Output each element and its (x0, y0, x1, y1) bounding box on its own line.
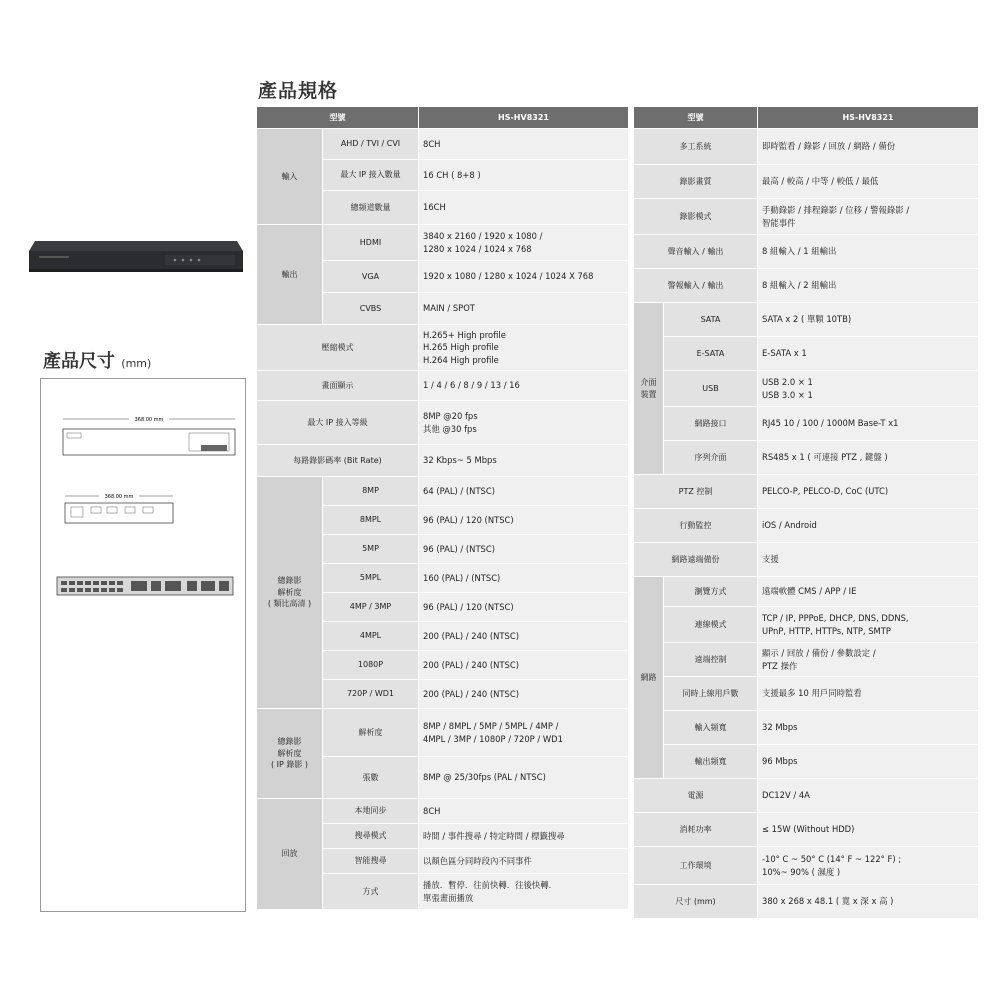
dimension-unit: (mm) (121, 357, 152, 370)
row-value: 32 Mbps (758, 711, 979, 745)
row-value (419, 401, 629, 445)
group-rec-res (257, 477, 323, 709)
group-line: 裝置 (640, 389, 657, 399)
model-header: 型號 (634, 107, 758, 129)
row-label: 張數 (323, 757, 419, 799)
row-label: 8MP (323, 477, 419, 506)
value-line: PTZ 操作 (762, 660, 798, 671)
row-label: PTZ 控制 (634, 475, 758, 509)
row-label: 4MPL (323, 622, 419, 651)
spec-table-right (633, 106, 979, 919)
row-label: 1080P (323, 651, 419, 680)
product-image (25, 235, 245, 275)
row-label: 消耗功率 (634, 813, 758, 847)
row-value: 160 (PAL) / (NTSC) (419, 564, 629, 593)
row-value: 即時監看 / 錄影 / 回放 / 網路 / 備份 (758, 129, 979, 165)
row-value: 64 (PAL) / (NTSC) (419, 477, 629, 506)
value-line: 顯示 / 回放 / 備份 / 參數設定 / (762, 648, 876, 659)
row-value: 200 (PAL) / 240 (NTSC) (419, 622, 629, 651)
dimension-diagram-box (40, 378, 246, 912)
row-label: 錄影模式 (634, 199, 758, 235)
row-value: E-SATA x 1 (758, 337, 979, 371)
row-label: 畫面顯示 (257, 371, 419, 401)
group-line: 總錄影 (277, 576, 302, 586)
row-value (758, 199, 979, 235)
group-playback: 回放 (257, 799, 323, 910)
value-line: H.265 High profile (423, 342, 499, 353)
value-line: 播放．暫停．往前快轉．往後快轉． (423, 880, 557, 891)
row-value: 8CH (419, 129, 629, 160)
row-value: RS485 x 1 ( 可連接 PTZ , 鍵盤 ) (758, 441, 979, 475)
row-label: 瀏覽方式 (664, 577, 758, 607)
group-line: 總錄影 (277, 737, 302, 747)
row-label: AHD / TVI / CVI (323, 129, 419, 160)
top-width-label: 368.00 mm (104, 494, 134, 500)
row-value (758, 371, 979, 407)
row-value: SATA x 2 ( 單顆 10TB) (758, 303, 979, 337)
row-label: 警報輸入 / 輸出 (634, 269, 758, 303)
row-value (758, 607, 979, 643)
row-label: 最大 IP 接入數量 (323, 160, 419, 191)
row-value: 時間 / 事件搜尋 / 特定時間 / 標籤搜尋 (419, 824, 629, 849)
row-value: 96 (PAL) / 120 (NTSC) (419, 593, 629, 622)
row-label: 8MPL (323, 506, 419, 535)
value-line: USB 3.0 × 1 (762, 389, 813, 400)
row-label: 行動監控 (634, 509, 758, 543)
row-label: 錄影畫質 (634, 165, 758, 199)
value-line: 3840 x 2160 / 1920 x 1080 / (423, 231, 543, 242)
row-value (419, 225, 629, 261)
row-value: 8MP @ 25/30fps (PAL / NTSC) (419, 757, 629, 799)
row-value: 380 x 268 x 48.1 ( 寬 x 深 x 高 ) (758, 885, 979, 919)
row-value: 遠端軟體 CMS / APP / IE (758, 577, 979, 607)
row-value: ≤ 15W (Without HDD) (758, 813, 979, 847)
row-value: 200 (PAL) / 240 (NTSC) (419, 680, 629, 709)
row-value: 96 (PAL) / 120 (NTSC) (419, 506, 629, 535)
row-value: PELCO-P, PELCO-D, CoC (UTC) (758, 475, 979, 509)
row-value: iOS / Android (758, 509, 979, 543)
group-input: 輸入 (257, 129, 323, 225)
row-label: 最大 IP 接入等級 (257, 401, 419, 445)
value-line: -10° C ~ 50° C (14° F ~ 122° F) ; (762, 854, 902, 865)
value-line: 單張畫面播放 (423, 892, 474, 903)
row-label: USB (664, 371, 758, 407)
value-line: H.264 High profile (423, 354, 499, 365)
value-line: 8MP @20 fps (423, 411, 478, 422)
row-label: 聲音輸入 / 輸出 (634, 235, 758, 269)
group-network: 網路 (634, 577, 664, 779)
row-value: 16 CH ( 8+8 ) (419, 160, 629, 191)
row-label: 尺寸 (mm) (634, 885, 758, 919)
row-label: VGA (323, 261, 419, 293)
group-line: ( IP 錄影 ) (270, 760, 309, 770)
value-line: 4MPL / 3MP / 1080P / 720P / WD1 (423, 733, 563, 744)
value-line: 1280 x 1024 / 1024 x 768 (423, 243, 532, 254)
row-label: 本地同步 (323, 799, 419, 824)
row-value: 1 / 4 / 6 / 8 / 9 / 13 / 16 (419, 371, 629, 401)
row-value: 以顏色區分同時段內不同事件 (419, 849, 629, 874)
row-value: 1920 x 1080 / 1280 x 1024 / 1024 X 768 (419, 261, 629, 293)
row-label: 720P / WD1 (323, 680, 419, 709)
row-label: CVBS (323, 293, 419, 325)
model-value-header: HS-HV8321 (758, 107, 979, 129)
group-ip-rec (257, 709, 323, 799)
row-value (758, 643, 979, 677)
row-label: 電源 (634, 779, 758, 813)
row-value: DC12V / 4A (758, 779, 979, 813)
value-line: 智能事件 (762, 217, 796, 228)
row-value: 8 組輸入 / 1 組輸出 (758, 235, 979, 269)
row-value: 16CH (419, 191, 629, 225)
row-label: 解析度 (323, 709, 419, 757)
group-output: 輸出 (257, 225, 323, 325)
row-label: 搜尋模式 (323, 824, 419, 849)
front-width-label: 368.00 mm (134, 417, 164, 423)
row-label: 序列介面 (664, 441, 758, 475)
row-value: 支援最多 10 用戶同時監看 (758, 677, 979, 711)
row-label: 網路接口 (664, 407, 758, 441)
value-line: 其他 @30 fps (423, 423, 477, 434)
row-label: 方式 (323, 874, 419, 910)
value-line: USB 2.0 × 1 (762, 377, 813, 388)
row-label: 遠端控制 (664, 643, 758, 677)
row-label: 工作環境 (634, 847, 758, 885)
row-label: 多工系統 (634, 129, 758, 165)
row-label: 智能搜尋 (323, 849, 419, 874)
group-line: ( 類比高清 ) (267, 599, 312, 609)
dimension-title-text: 產品尺寸 (43, 351, 115, 372)
row-value: RJ45 10 / 100 / 1000M Base-T x1 (758, 407, 979, 441)
row-label: 連線模式 (664, 607, 758, 643)
row-value (758, 847, 979, 885)
group-interface (634, 303, 664, 475)
row-label: 4MP / 3MP (323, 593, 419, 622)
row-label: HDMI (323, 225, 419, 261)
row-label: SATA (664, 303, 758, 337)
row-value (419, 874, 629, 910)
spec-table-left (256, 106, 629, 910)
group-line: 解析度 (277, 587, 302, 597)
value-line: TCP / IP, PPPoE, DHCP, DNS, DDNS, (762, 613, 909, 624)
value-line: 手動錄影 / 排程錄影 / 位移 / 警報錄影 / (762, 205, 910, 216)
row-value: 96 (PAL) / (NTSC) (419, 535, 629, 564)
row-label: E-SATA (664, 337, 758, 371)
value-line: 10%~ 90% ( 濕度 ) (762, 866, 841, 877)
row-label: 網路遠端備份 (634, 543, 758, 577)
value-line: H.265+ High profile (423, 330, 506, 341)
dimension-title (43, 347, 151, 373)
model-value-header: HS-HV8321 (419, 107, 629, 129)
row-value: 支援 (758, 543, 979, 577)
row-value: 8 組輸入 / 2 組輸出 (758, 269, 979, 303)
row-label: 5MP (323, 535, 419, 564)
row-value: 32 Kbps~ 5 Mbps (419, 445, 629, 477)
dimension-drawings (41, 379, 247, 913)
group-line: 解析度 (277, 748, 302, 758)
value-line: UPnP, HTTP, HTTPs, NTP, SMTP (762, 625, 891, 636)
row-value: 最高 / 較高 / 中等 / 較低 / 最低 (758, 165, 979, 199)
value-line: 8MP / 8MPL / 5MP / 5MPL / 4MP / (423, 721, 559, 732)
row-label: 每路錄影碼率 (Bit Rate) (257, 445, 419, 477)
row-value (419, 709, 629, 757)
row-label: 總頻道數量 (323, 191, 419, 225)
page-title: 產品規格 (258, 80, 339, 102)
row-label: 5MPL (323, 564, 419, 593)
group-line: 介面 (640, 377, 657, 387)
row-value: 96 Mbps (758, 745, 979, 779)
model-header: 型號 (257, 107, 419, 129)
row-label: 輸入頻寬 (664, 711, 758, 745)
row-value (419, 325, 629, 371)
row-value: 8CH (419, 799, 629, 824)
row-label: 同時上線用戶數 (664, 677, 758, 711)
row-value: 200 (PAL) / 240 (NTSC) (419, 651, 629, 680)
row-value: MAIN / SPOT (419, 293, 629, 325)
row-label: 輸出頻寬 (664, 745, 758, 779)
row-label: 壓縮模式 (257, 325, 419, 371)
